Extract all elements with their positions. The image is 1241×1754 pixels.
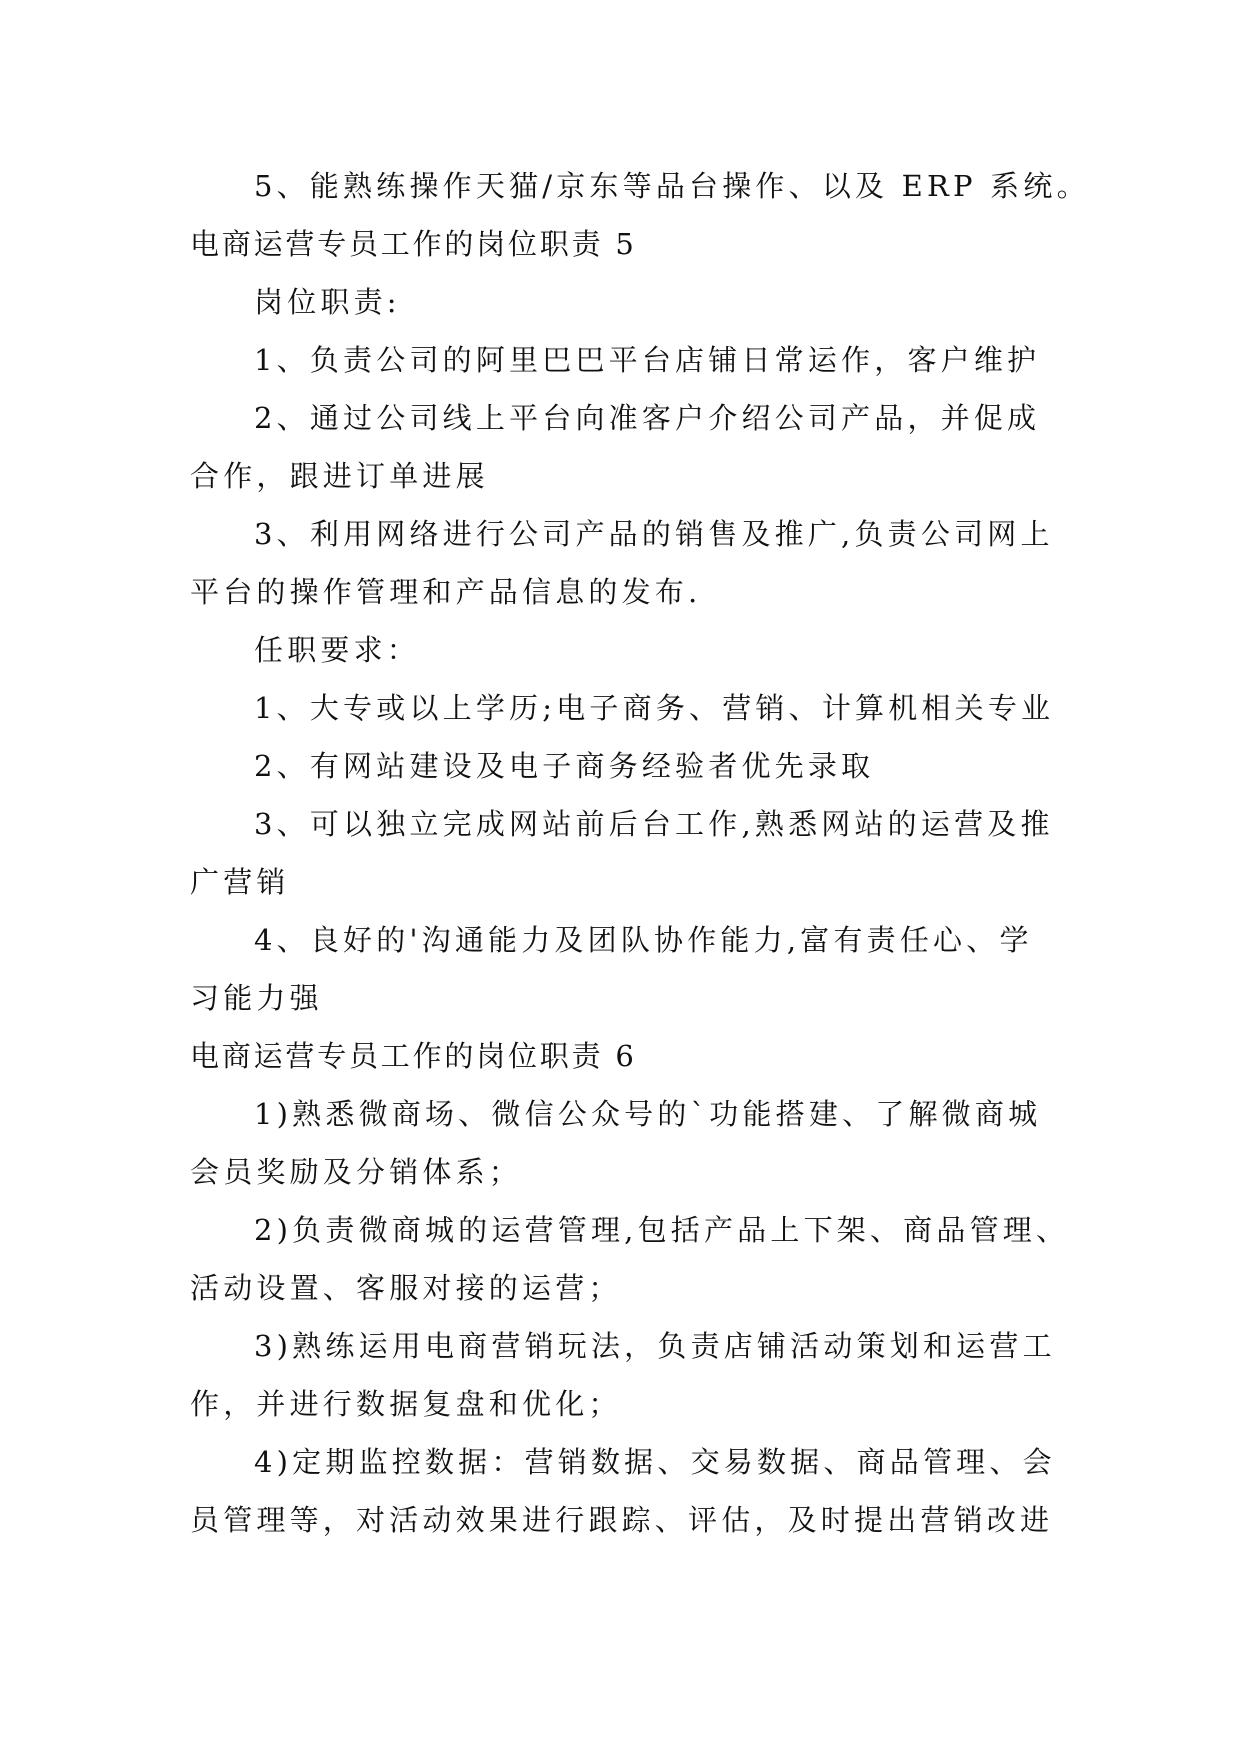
text-line: 岗位职责: [254,285,401,319]
text-line: 2、有网站建设及电子商务经验者优先录取 [254,749,875,783]
text-line: 任职要求： [254,633,421,667]
text-line: 3)熟练运用电商营销玩法，负责店铺活动策划和运营工 [254,1329,1056,1363]
text-line: 3、利用网络进行公司产品的销售及推广,负责公司网上 [254,517,1054,551]
text-line: 1)熟悉微商场、微信公众号的`功能搭建、了解微商城 [254,1097,1042,1131]
text-line: 2、通过公司线上平台向准客户介绍公司产品，并促成 [254,401,1041,435]
text-line: 活动设置、客服对接的运营； [190,1271,622,1305]
text-line: 4、良好的'沟通能力及团队协作能力,富有责任心、学 [254,923,1033,957]
section-heading: 电商运营专员工作的岗位职责 5 [190,227,637,261]
section-heading: 电商运营专员工作的岗位职责 6 [190,1039,637,1073]
text-line: 作，并进行数据复盘和优化； [190,1387,622,1421]
text-line: 会员奖励及分销体系； [190,1155,523,1189]
text-line: 员管理等，对活动效果进行跟踪、评估，及时提出营销改进 [190,1503,1054,1537]
text-line: 广营销 [190,865,290,899]
text-line: 1、负责公司的阿里巴巴平台店铺日常运作，客户维护 [254,343,1041,377]
text-line: 习能力强 [190,981,323,1015]
text-line: 2)负责微商城的运营管理,包括产品上下架、商品管理、 [254,1213,1070,1247]
text-line: 1、大专或以上学历;电子商务、营销、计算机相关专业 [254,691,1055,725]
text-line: 4)定期监控数据：营销数据、交易数据、商品管理、会 [254,1445,1056,1479]
text-line: 平台的操作管理和产品信息的发布. [190,575,702,609]
text-line: 3、可以独立完成网站前后台工作,熟悉网站的运营及推 [254,807,1054,841]
text-line: 合作，跟进订单进展 [190,459,489,493]
text-line: 5、能熟练操作天猫/京东等品台操作、以及 ERP 系统。 [254,169,1090,203]
